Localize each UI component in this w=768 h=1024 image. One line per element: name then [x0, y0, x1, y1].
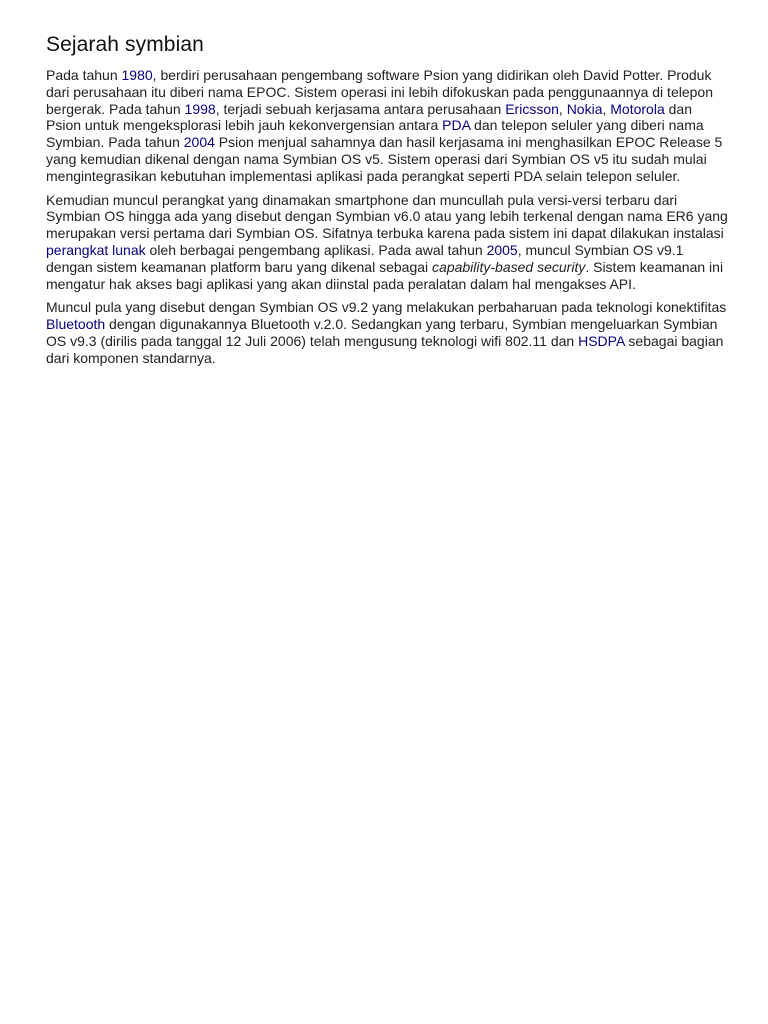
text-span: dan Psion untuk mengeksplorasi lebih jauh kekonvergensian antara: [46, 100, 692, 134]
paragraph-symbian-versions: [46, 192, 730, 293]
article: [46, 30, 730, 374]
link-perangkat-lunak[interactable]: perangkat lunak: [46, 241, 146, 258]
text-span: Kemudian muncul perangkat yang dinamakan smartphone dan muncullah pula versi-versi terbaru dari Symbian OS hingga ada yang disebut dengan Symbian v6.0 atau yang lebih terkenal dengan nama ER6 yang merupakan versi pertama dari Symbian OS. Sifatnya terbuka karena pada sistem ini dapat dilakukan instalasi: [46, 191, 728, 242]
text-span: , berdiri perusahaan pengembang software Psion yang didirikan oleh David Potter. Produk dari perusahaan itu diberi nama EPOC. Sistem operasi ini lebih difokuskan pada penggunaannya di telepon bergerak. Pada tahun: [46, 67, 713, 117]
paragraph-history-epoc: [46, 67, 730, 185]
text-span: dan telepon seluler yang diberi nama Symbian. Pada tahun: [46, 117, 704, 151]
text-span: , terjadi sebuah kerjasama antara perusahaan: [215, 100, 506, 117]
text-span: oleh berbagai pengembang aplikasi. Pada awal tahun: [145, 241, 487, 258]
page-title: Sejarah symbian: [46, 33, 204, 56]
link-2004[interactable]: 2004: [183, 134, 215, 151]
text-span: dengan digunakannya Bluetooth v.2.0. Sedangkan yang terbaru, Symbian mengeluarkan Symbian OS v9.3 (dirilis pada tanggal 12 Juli 2006) telah mengusung teknologi wifi 802.11 dan: [46, 316, 718, 349]
text-span: . Sistem keamanan ini mengatur hak akses bagi aplikasi yang akan diinstal pada peralatan dalam hal mengakses API.: [46, 258, 724, 292]
link-nokia[interactable]: Nokia: [566, 100, 603, 117]
text-span: Muncul pula yang disebut dengan Symbian OS v9.2 yang melakukan perbaharuan pada teknologi konektifitas: [46, 299, 727, 316]
link-pda[interactable]: PDA: [442, 117, 471, 134]
link-2005[interactable]: 2005: [486, 241, 518, 258]
link-hsdpa[interactable]: HSDPA: [578, 332, 625, 349]
link-bluetooth[interactable]: Bluetooth: [46, 316, 106, 333]
paragraph-symbian-v9: [46, 299, 730, 366]
text-span: sebagai bagian dari komponen standarnya.: [46, 332, 724, 366]
link-motorola[interactable]: Motorola: [610, 100, 665, 117]
text-span: Pada tahun: [46, 67, 122, 83]
text-span: Psion menjual sahamnya dan hasil kerjasama ini menghasilkan EPOC Release 5 yang kemudian dikenal dengan nama Symbian OS v5. Sistem operasi dari Symbian OS v5 itu sudah mulai mengintegrasikan kebutuhan implementasi aplikasi pada perangkat seperti PDA selain telepon seluler.: [46, 134, 723, 184]
link-1980[interactable]: 1980: [121, 67, 153, 83]
link-ericsson[interactable]: Ericsson: [505, 100, 559, 117]
text-span: , muncul Symbian OS v9.1 dengan sistem keamanan platform baru yang dikenal sebagai: [46, 241, 684, 275]
text-span: ,: [558, 100, 567, 117]
emphasis-capability-based-security: capability-based security: [432, 258, 586, 275]
text-span: ,: [602, 100, 611, 117]
link-1998[interactable]: 1998: [184, 100, 216, 117]
